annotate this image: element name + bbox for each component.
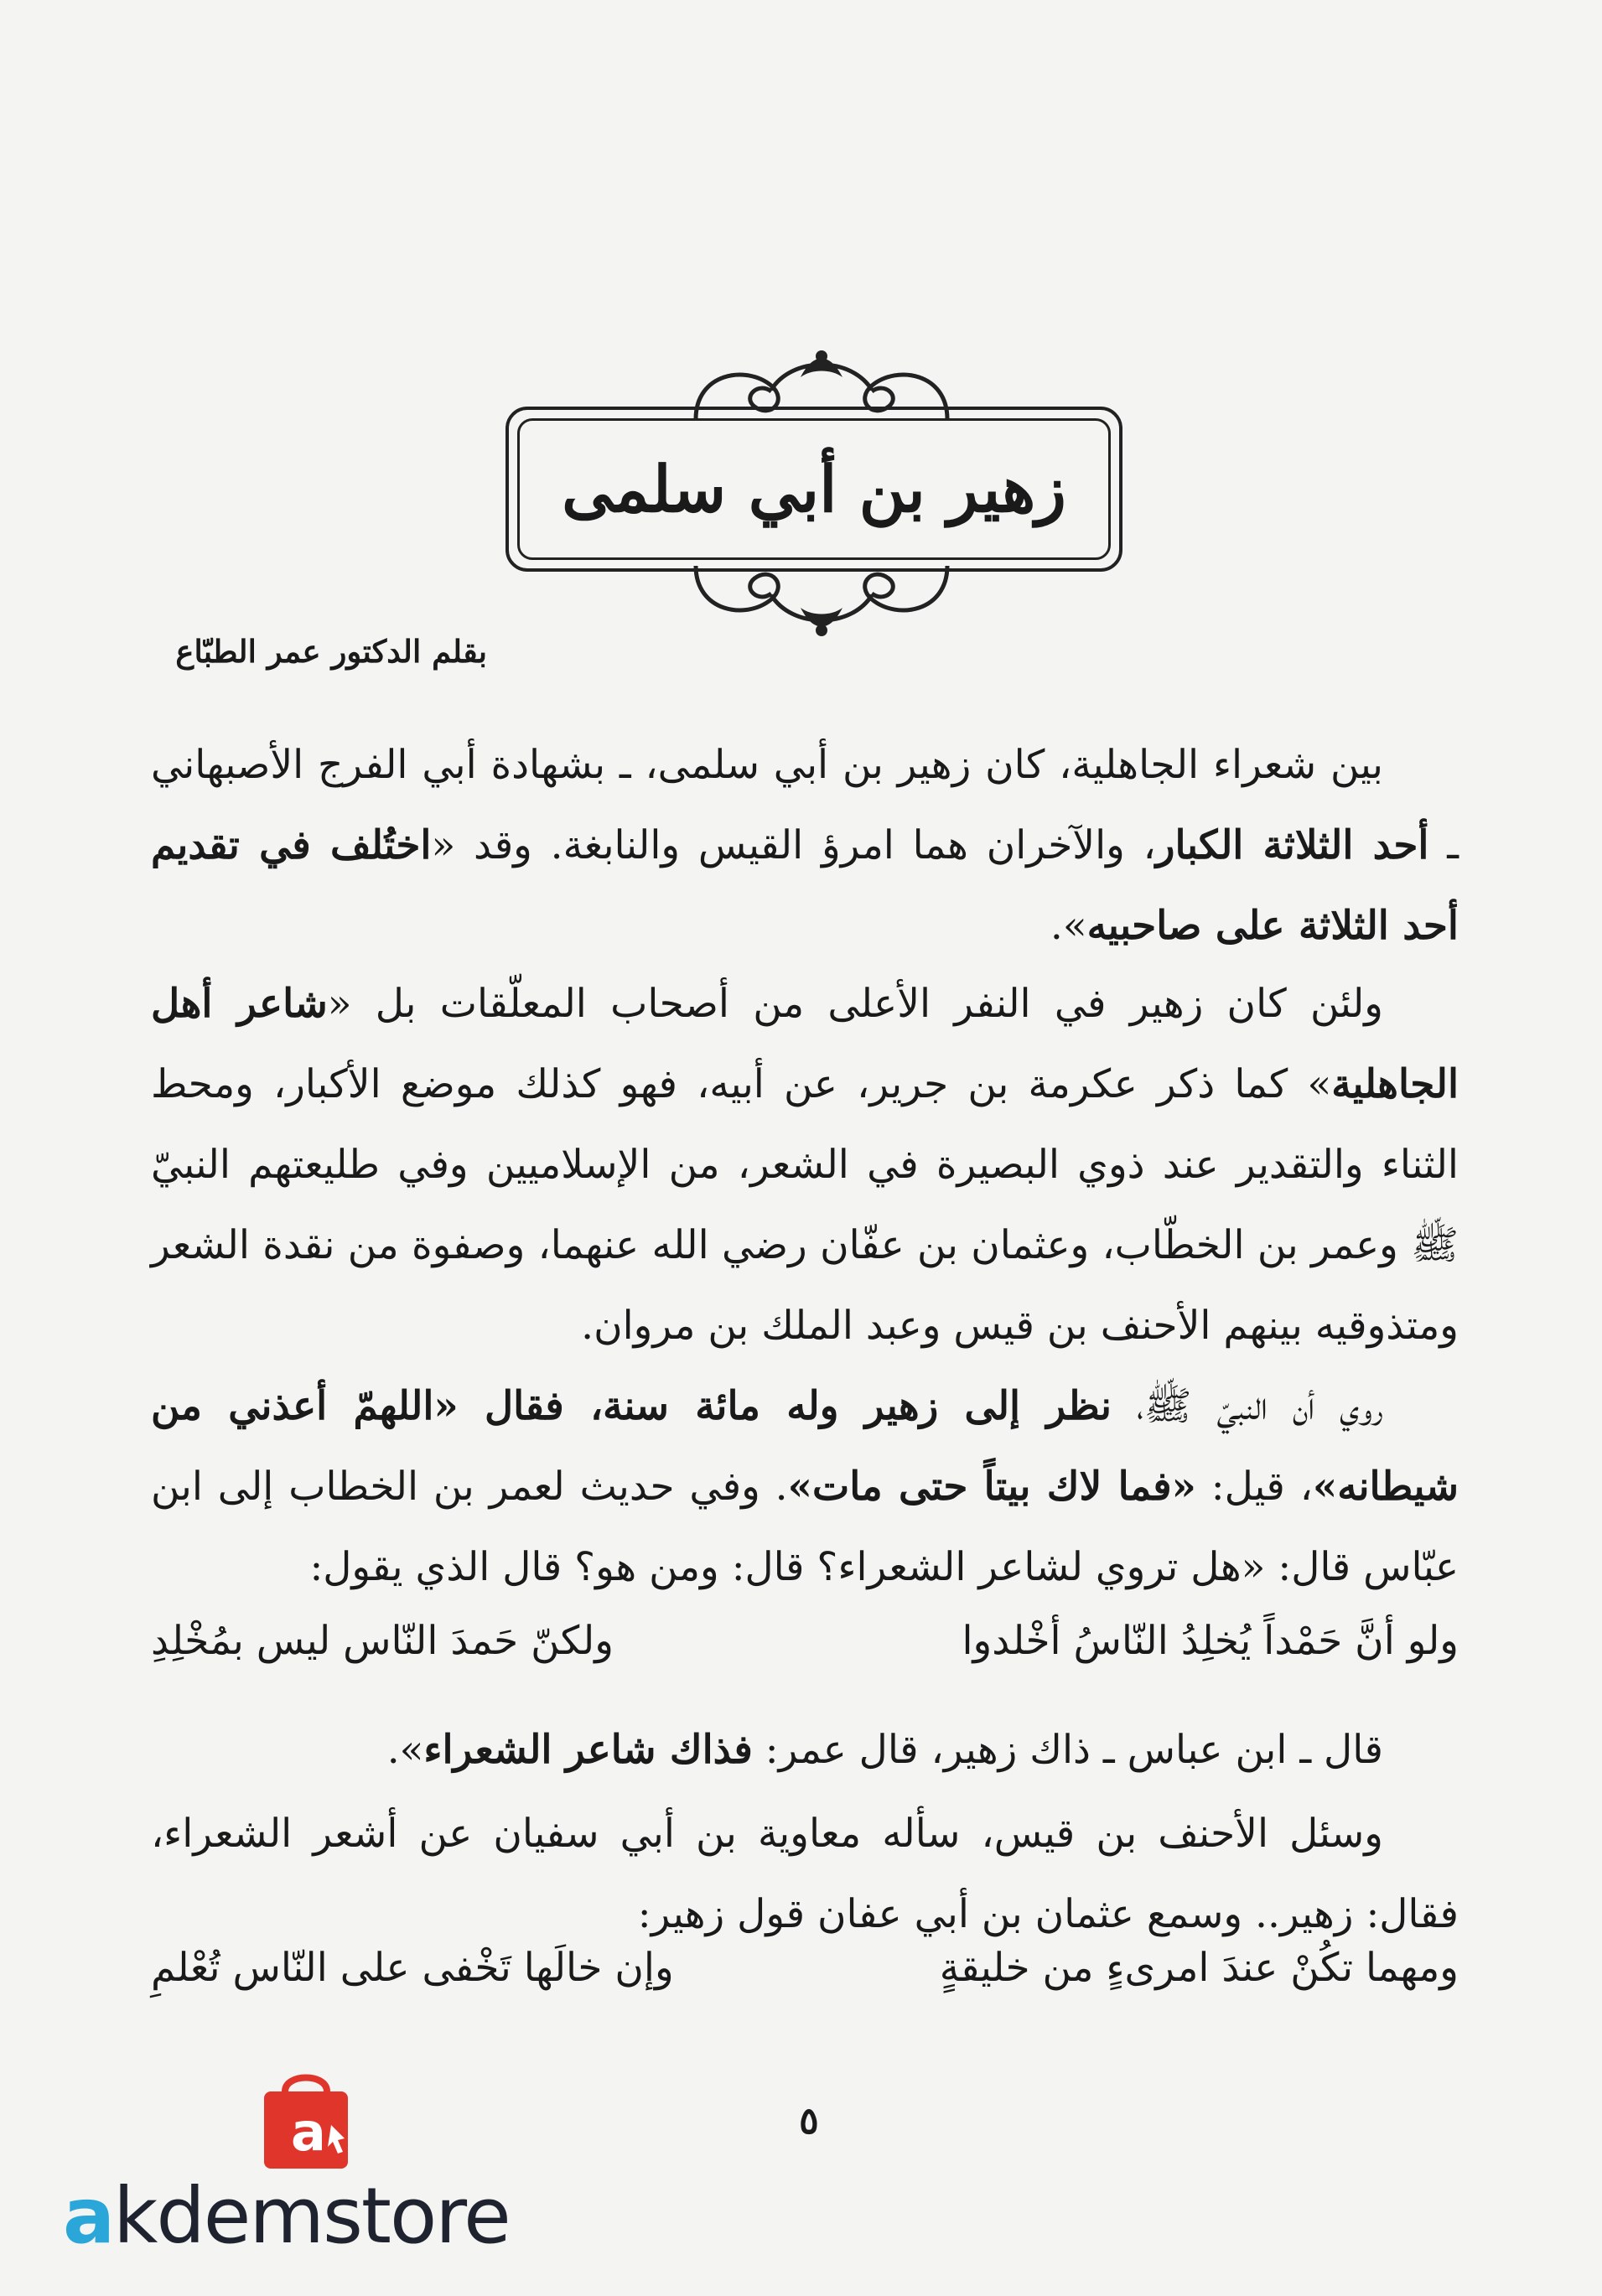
shopping-bag-logo-icon xyxy=(239,2066,373,2175)
paragraph-text: » كما ذكر عكرمة بن جرير، عن أبيه، فهو كذلك موضع الأكبار، ومحط الثناء والتقدير عند ذوي البصيرة في الشعر، من الإسلاميين وفي طليعتهم النبيّ ﷺ وعمر بن الخطّاب، وعثمان بن عفّان رضي الله عنهما، وصفوة من نقدة الشعر ومتذوقيه بينهم الأحنف بن قيس وعبد الملك بن مروان. xyxy=(151,1061,1459,1349)
paragraph-5 xyxy=(151,1794,1459,1955)
paragraph-text: ، والآخران هما امرؤ القيس والنابغة. وقد « xyxy=(431,822,1156,868)
verse-1 xyxy=(151,1618,1459,1693)
paragraph-text: بين شعراء الجاهلية، كان زهير بن أبي سلمى، ـ بشهادة أبي الفرج الأصبهاني ـ xyxy=(151,742,1459,868)
paragraph-text: ». xyxy=(1050,903,1087,949)
verse-1-first-hemistich: ولو أنَّ حَمْداً يُخلِدُ النّاسُ أخْلدوا xyxy=(962,1618,1459,1664)
store-watermark xyxy=(63,2066,516,2276)
title-frame xyxy=(505,407,1122,572)
verse-2 xyxy=(151,1945,1459,2020)
verse-1-second-hemistich: ولكنّ حَمدَ النّاس ليس بمُخْلِدِ xyxy=(151,1618,614,1664)
emphasis-text: «فما لاك بيتاً حتى مات» xyxy=(787,1464,1196,1510)
verse-2-first-hemistich: ومهما تكُنْ عندَ امرىءٍ من خليقةٍ xyxy=(939,1945,1459,1991)
paragraph-text: ». xyxy=(386,1727,424,1773)
emphasis-text: فذاك شاعر الشعراء xyxy=(423,1727,753,1773)
paragraph-1 xyxy=(151,725,1459,967)
paragraph-text: ولئن كان زهير في النفر الأعلى من أصحاب المعلّقات بل « xyxy=(327,981,1383,1027)
paragraph-4 xyxy=(151,1710,1459,1791)
emphasis-text: أحد الثلاثة الكبار xyxy=(1155,822,1429,868)
paragraph-text: وسئل الأحنف بن قيس، سأله معاوية بن أبي سفيان عن أشعر الشعراء، فقال: زهير.. وسمع عثمان بن أبي عفان قول زهير: xyxy=(151,1811,1459,1937)
emphasis-text: اختُلف في تقديم أحد الثلاثة على صاحبيه xyxy=(151,822,1459,949)
paragraph-3 xyxy=(151,1366,1459,1608)
store-name-first-letter: a xyxy=(63,2171,114,2261)
verse-2-second-hemistich: وإن خالَها تَخْفى على النّاس تُعْلمِ xyxy=(151,1945,674,1991)
emphasis-text: شاعر أهل الجاهلية xyxy=(151,981,1459,1107)
page-number: ٥ xyxy=(799,2100,819,2143)
page-title: زهير بن أبي سلمى xyxy=(562,452,1066,526)
paragraph-text: روي أن النبيّ ﷺ، xyxy=(1111,1383,1383,1429)
paragraph-text: قال ـ ابن عباس ـ ذاك زهير، قال عمر: xyxy=(752,1727,1383,1773)
logo-letter: a xyxy=(291,2102,326,2163)
paragraph-2 xyxy=(151,964,1459,1366)
title-ornament-bottom xyxy=(645,553,998,645)
emphasis-text: نظر إلى زهير وله مائة سنة، فقال «اللهمّ أعذني من شيطانه» xyxy=(151,1383,1459,1510)
paragraph-text: ، قيل: xyxy=(1195,1464,1313,1510)
store-name-rest: kdemstore xyxy=(113,2171,510,2261)
paragraph-text: . وفي حديث لعمر بن الخطاب إلى ابن عبّاس قال: «هل تروي لشاعر الشعراء؟ قال: ومن هو؟ قال الذي يقول: xyxy=(151,1464,1459,1590)
store-name xyxy=(63,2171,510,2261)
author-byline: بقلم الدكتور عمر الطبّاع xyxy=(175,633,487,670)
